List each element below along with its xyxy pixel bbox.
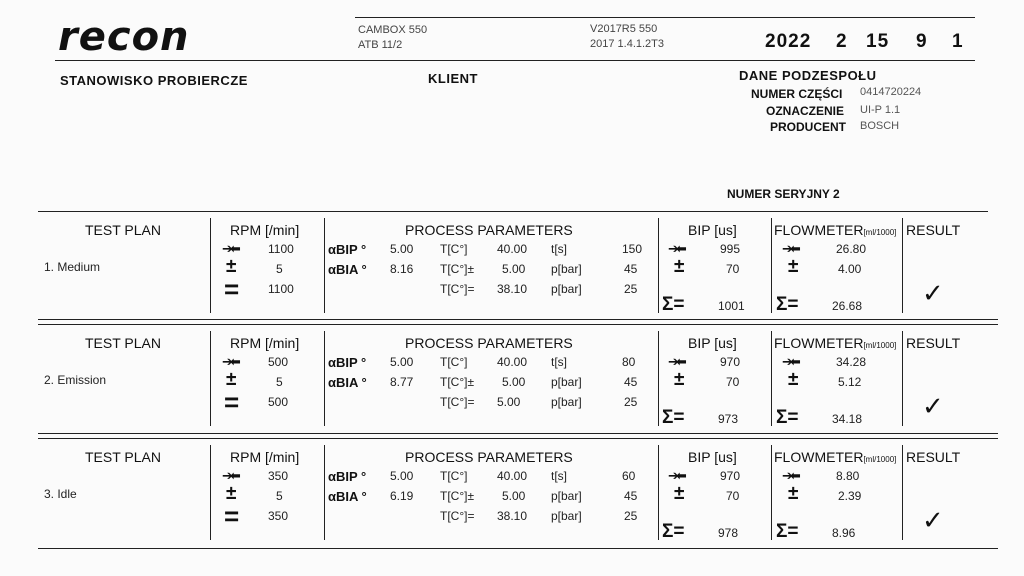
tolerance-icon: ± (226, 256, 237, 277)
divider-bip (771, 445, 772, 540)
divider-rpm (324, 445, 325, 540)
alpha-bia-value: 8.77 (390, 375, 414, 389)
result-heading: RESULT (906, 449, 961, 465)
test-block-3 (0, 441, 1024, 553)
alpha-bip-value: 5.00 (390, 355, 414, 369)
alpha-bia-value: 6.19 (390, 489, 414, 503)
flowmeter-label: FLOWMETER (774, 449, 864, 465)
test-plan-heading: TEST PLAN (85, 222, 161, 238)
temp-tolerance-value: 5.00 (502, 262, 526, 276)
time-label: t[s] (551, 242, 568, 256)
client-title: KLIENT (428, 71, 478, 86)
part-number-label: NUMER CZĘŚCI (751, 87, 843, 101)
sum-equals-icon: Σ= (662, 521, 685, 542)
equals-icon: = (224, 501, 240, 531)
process-heading: PROCESS PARAMETERS (405, 335, 573, 351)
pressure-in-label: p[bar] (551, 262, 582, 276)
flowmeter-label: FLOWMETER (774, 335, 864, 351)
divider-process (658, 445, 659, 540)
test-plan-heading: TEST PLAN (85, 335, 161, 351)
test-plan-heading: TEST PLAN (85, 449, 161, 465)
designation-value: UI-P 1.1 (860, 104, 901, 116)
check-icon: ✓ (922, 391, 944, 421)
nominal-arrow-icon: ➔⬅ (222, 241, 238, 256)
temp-tolerance-label: T[C°]± (440, 375, 475, 389)
flow-measured: 26.68 (832, 299, 863, 313)
equals-icon: = (224, 274, 240, 304)
divider-process (658, 218, 659, 313)
rpm-nominal: 1100 (268, 242, 294, 256)
bip-heading: BIP [us] (688, 222, 737, 238)
header-top-line (355, 17, 975, 18)
check-icon: ✓ (922, 505, 944, 535)
bip-measured: 978 (718, 526, 739, 540)
temp-nominal-label: T[C°] (440, 469, 468, 483)
nominal-arrow-icon: ➔⬅ (782, 468, 798, 483)
bip-nominal: 995 (720, 242, 741, 256)
part-number-value: 0414720224 (860, 86, 922, 98)
device-model: ATB 11/2 (358, 39, 403, 51)
alpha-bia-value: 8.16 (390, 262, 414, 276)
temp-nominal-value: 40.00 (497, 355, 528, 369)
process-heading: PROCESS PARAMETERS (405, 222, 573, 238)
tolerance-icon: ± (674, 483, 685, 504)
designation-label: OZNACZENIE (766, 104, 844, 118)
part-data-title: DANE PODZESPOŁU (739, 68, 877, 83)
rpm-measured: 350 (268, 509, 289, 523)
bip-measured: 973 (718, 412, 739, 426)
rpm-measured: 1100 (268, 282, 294, 296)
rpm-heading: RPM [/min] (230, 335, 300, 351)
pressure-in-label: p[bar] (551, 489, 582, 503)
sum-equals-icon: Σ= (662, 294, 685, 315)
time-value: 60 (622, 469, 636, 483)
nominal-arrow-icon: ➔⬅ (222, 354, 238, 369)
temp-tolerance-label: T[C°]± (440, 262, 475, 276)
alpha-bia-label: αBIA ° (328, 375, 367, 390)
flowmeter-heading (774, 335, 896, 351)
rpm-heading: RPM [/min] (230, 449, 300, 465)
flowmeter-unit: [ml/1000] (863, 341, 897, 350)
alpha-bia-label: αBIA ° (328, 489, 367, 504)
software-build: 2017 1.4.1.2T3 (590, 38, 665, 50)
sum-equals-icon: Σ= (662, 407, 685, 428)
temp-nominal-value: 40.00 (497, 469, 528, 483)
tolerance-icon: ± (788, 256, 799, 277)
equals-icon: = (224, 387, 240, 417)
bip-tolerance: 70 (726, 375, 740, 389)
rpm-tolerance: 5 (276, 375, 283, 389)
temp-measured-label: T[C°]= (440, 509, 475, 523)
tolerance-icon: ± (788, 369, 799, 390)
nominal-arrow-icon: ➔⬅ (668, 468, 684, 483)
flow-tolerance: 2.39 (838, 489, 862, 503)
flow-tolerance: 4.00 (838, 262, 862, 276)
temp-tolerance-label: T[C°]± (440, 489, 475, 503)
temp-measured-label: T[C°]= (440, 282, 475, 296)
rpm-tolerance: 5 (276, 262, 283, 276)
divider-flow (902, 331, 903, 426)
rpm-measured: 500 (268, 395, 289, 409)
nominal-arrow-icon: ➔⬅ (782, 354, 798, 369)
rpm-heading: RPM [/min] (230, 222, 300, 238)
nominal-arrow-icon: ➔⬅ (668, 241, 684, 256)
temp-nominal-value: 40.00 (497, 242, 528, 256)
date-year: 2022 (765, 31, 812, 52)
temp-tolerance-value: 5.00 (502, 489, 526, 503)
tolerance-icon: ± (674, 369, 685, 390)
tolerance-icon: ± (674, 256, 685, 277)
pressure-out-value: 25 (624, 395, 638, 409)
rpm-tolerance: 5 (276, 489, 283, 503)
header-bottom-line (55, 60, 975, 61)
pressure-out-label: p[bar] (551, 282, 582, 296)
flowmeter-unit: [ml/1000] (863, 228, 897, 237)
temp-measured-value: 38.10 (497, 282, 528, 296)
flow-measured: 8.96 (832, 526, 856, 540)
sum-equals-icon: Σ= (776, 407, 799, 428)
table-top-line (38, 211, 988, 212)
divider-plan (210, 445, 211, 540)
result-heading: RESULT (906, 335, 961, 351)
bip-heading: BIP [us] (688, 449, 737, 465)
divider-flow (902, 218, 903, 313)
pressure-out-value: 25 (624, 282, 638, 296)
temp-measured-value: 38.10 (497, 509, 528, 523)
date-minute: 1 (952, 31, 964, 52)
process-heading: PROCESS PARAMETERS (405, 449, 573, 465)
time-value: 80 (622, 355, 636, 369)
software-version: V2017R5 550 (590, 23, 658, 35)
check-icon: ✓ (922, 278, 944, 308)
pressure-in-value: 45 (624, 262, 638, 276)
bip-tolerance: 70 (726, 489, 740, 503)
temp-tolerance-value: 5.00 (502, 375, 526, 389)
flowmeter-heading (774, 222, 896, 238)
divider-bip (771, 218, 772, 313)
test-name: 1. Medium (44, 260, 101, 274)
pressure-out-value: 25 (624, 509, 638, 523)
temp-measured-label: T[C°]= (440, 395, 475, 409)
bip-heading: BIP [us] (688, 335, 737, 351)
producer-label: PRODUCENT (770, 120, 847, 134)
divider-plan (210, 331, 211, 426)
test-block-2 (0, 327, 1024, 439)
divider-rpm (324, 218, 325, 313)
temp-measured-value: 5.00 (497, 395, 521, 409)
sum-equals-icon: Σ= (776, 294, 799, 315)
result-heading: RESULT (906, 222, 961, 238)
date-month: 2 (836, 31, 848, 52)
flow-tolerance: 5.12 (838, 375, 862, 389)
station-title: STANOWISKO PROBIERCZE (60, 73, 248, 88)
flowmeter-label: FLOWMETER (774, 222, 864, 238)
bip-nominal: 970 (720, 469, 741, 483)
flowmeter-heading (774, 449, 896, 465)
serial-number-label: NUMER SERYJNY 2 (727, 187, 840, 201)
date-day: 15 (866, 31, 890, 52)
alpha-bia-label: αBIA ° (328, 262, 367, 277)
temp-nominal-label: T[C°] (440, 242, 468, 256)
test-name: 3. Idle (44, 487, 77, 501)
recon-logo: recon (58, 14, 190, 60)
divider-plan (210, 218, 211, 313)
alpha-bip-label: αBIP ° (328, 242, 367, 257)
alpha-bip-label: αBIP ° (328, 355, 367, 370)
flow-nominal: 26.80 (836, 242, 867, 256)
flowmeter-unit: [ml/1000] (863, 455, 897, 464)
temp-nominal-label: T[C°] (440, 355, 468, 369)
tolerance-icon: ± (226, 483, 237, 504)
bip-tolerance: 70 (726, 262, 740, 276)
tolerance-icon: ± (226, 369, 237, 390)
rpm-nominal: 350 (268, 469, 289, 483)
pressure-in-value: 45 (624, 375, 638, 389)
flow-measured: 34.18 (832, 412, 863, 426)
flow-nominal: 8.80 (836, 469, 860, 483)
nominal-arrow-icon: ➔⬅ (782, 241, 798, 256)
alpha-bip-label: αBIP ° (328, 469, 367, 484)
divider-process (658, 331, 659, 426)
alpha-bip-value: 5.00 (390, 469, 414, 483)
flow-nominal: 34.28 (836, 355, 867, 369)
nominal-arrow-icon: ➔⬅ (668, 354, 684, 369)
date-hour: 9 (916, 31, 928, 52)
tolerance-icon: ± (788, 483, 799, 504)
divider-bip (771, 331, 772, 426)
bip-nominal: 970 (720, 355, 741, 369)
bip-measured: 1001 (718, 299, 745, 313)
alpha-bip-value: 5.00 (390, 242, 414, 256)
pressure-in-label: p[bar] (551, 375, 582, 389)
pressure-in-value: 45 (624, 489, 638, 503)
divider-rpm (324, 331, 325, 426)
pressure-out-label: p[bar] (551, 395, 582, 409)
divider-flow (902, 445, 903, 540)
producer-value: BOSCH (860, 120, 900, 132)
pressure-out-label: p[bar] (551, 509, 582, 523)
time-label: t[s] (551, 469, 568, 483)
time-value: 150 (622, 242, 643, 256)
test-block-1 (0, 214, 1024, 326)
sum-equals-icon: Σ= (776, 521, 799, 542)
device-name: CAMBOX 550 (358, 24, 428, 36)
time-label: t[s] (551, 355, 568, 369)
nominal-arrow-icon: ➔⬅ (222, 468, 238, 483)
test-name: 2. Emission (44, 373, 107, 387)
rpm-nominal: 500 (268, 355, 289, 369)
